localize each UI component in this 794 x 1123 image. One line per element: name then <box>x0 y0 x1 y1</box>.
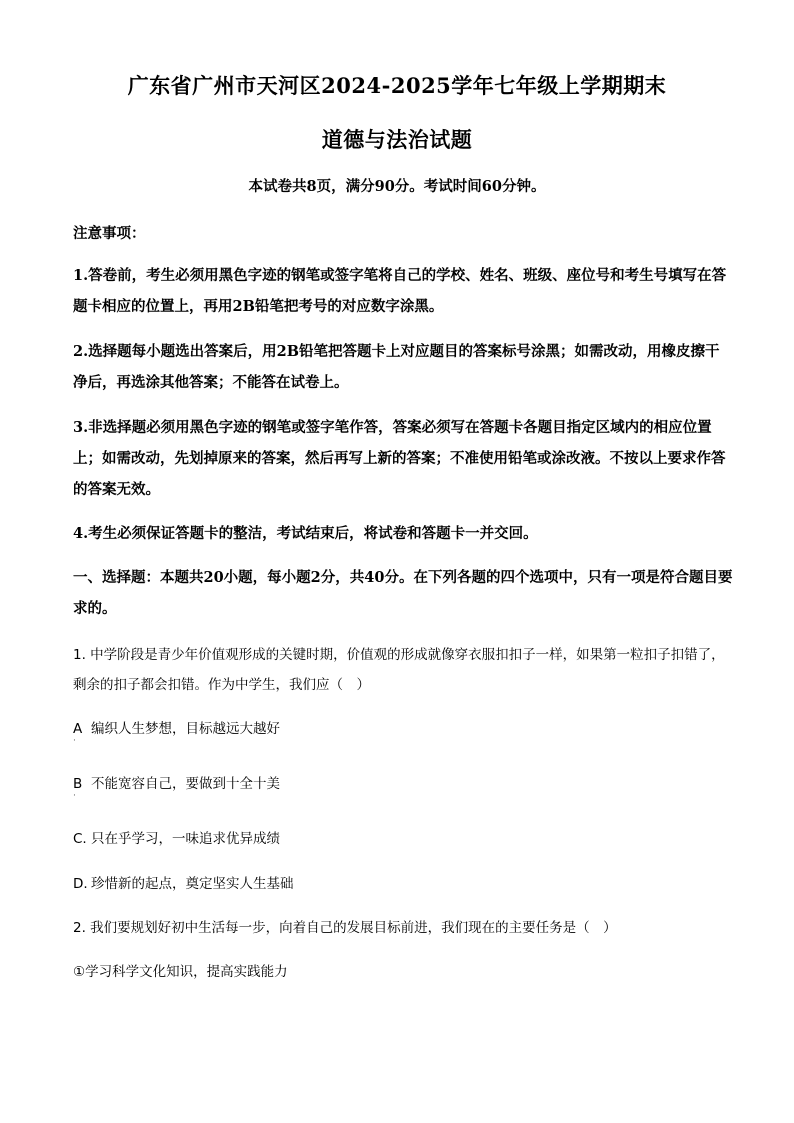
option-text: 不能宽容自己，要做到十全十美 <box>91 776 280 792</box>
question-1-option-d <box>73 873 294 895</box>
dot-mark-icon: · <box>73 736 76 746</box>
notice-item-3: 3.非选择题必须用黑色字迹的钢笔或签字笔作答，答案必须写在答题卡各题目指定区域内的相应位置上；如需改动，先划掉原来的答案，然后再写上新的答案；不准使用铅笔或涂改液。不按以上要求作答的答案无效。 <box>73 419 726 498</box>
option-text: 珍惜新的起点，奠定坚实人生基础 <box>91 876 294 892</box>
notice-item-1: 1.答卷前，考生必须用黑色字迹的钢笔或签字笔将自己的学校、姓名、班级、座位号和考生号填写在答题卡相应的位置上，再用2B铅笔把考号的对应数字涂黑。 <box>73 267 727 315</box>
option-label: A <box>73 721 83 737</box>
question-1-option-c <box>73 828 280 850</box>
question-2-item-1: ①学习科学文化知识，提高实践能力 <box>73 964 288 980</box>
exam-info: 本试卷共8页，满分90分。考试时间60分钟。 <box>248 178 546 195</box>
notice-heading: 注意事项： <box>73 225 146 242</box>
question-1-option-a <box>73 718 280 746</box>
notice-item-2: 2.选择题每小题选出答案后，用2B铅笔把答题卡上对应题目的答案标号涂黑；如需改动，用橡皮擦干净后，再选涂其他答案；不能答在试卷上。 <box>73 343 720 391</box>
question-1-stem: 1. 中学阶段是青少年价值观形成的关键时期，价值观的形成就像穿衣服扣扣子一样，如果第一粒扣子扣错了，剩余的扣子都会扣错。作为中学生，我们应（ ） <box>73 647 725 693</box>
notice-item-4: 4.考生必须保证答题卡的整洁，考试结束后，将试卷和答题卡一并交回。 <box>73 525 538 542</box>
section-heading: 一、选择题：本题共20小题，每小题2分，共40分。在下列各题的四个选项中，只有一项是符合题目要求的。 <box>73 569 733 617</box>
option-label: C. <box>73 831 87 847</box>
option-text: 编织人生梦想，目标越远大越好 <box>91 721 280 737</box>
document-title: 广东省广州市天河区2024-2025学年七年级上学期期末 <box>127 73 667 98</box>
dot-mark-icon: · <box>73 791 76 801</box>
option-label: D. <box>73 876 88 892</box>
option-text: 只在乎学习，一味追求优异成绩 <box>91 831 280 847</box>
document-subtitle: 道德与法治试题 <box>321 127 473 152</box>
option-label: B <box>73 776 83 792</box>
question-2-stem: 2. 我们要规划好初中生活每一步，向着自己的发展目标前进，我们现在的主要任务是（ ） <box>73 920 617 936</box>
question-1-option-b <box>73 773 280 801</box>
